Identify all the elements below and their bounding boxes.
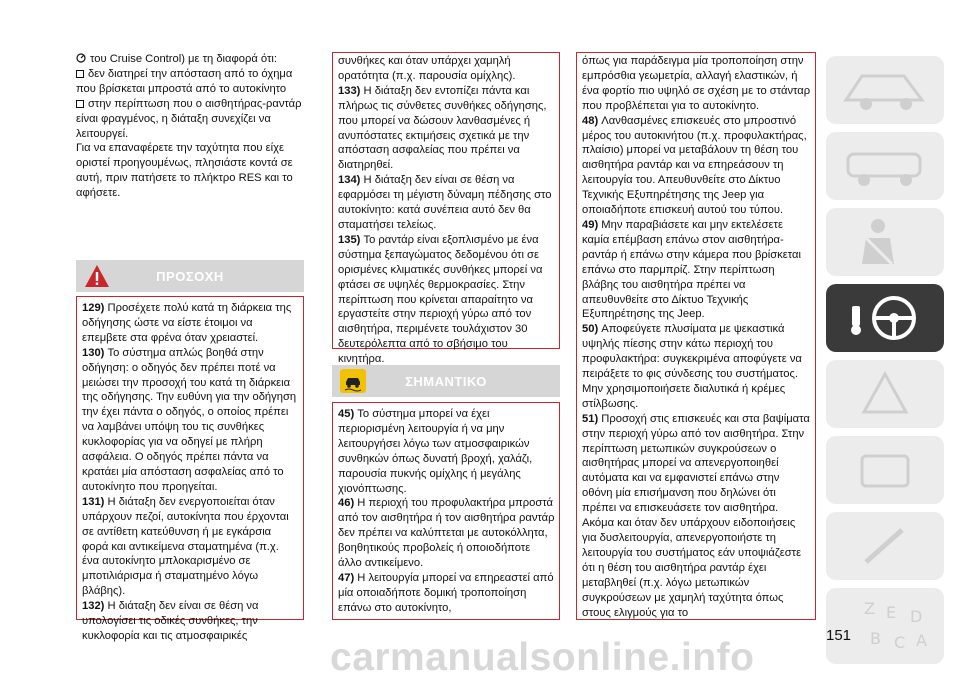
paragraph-intro: του Cruise Control) με τη διαφορά ότι: (76, 52, 302, 67)
tab-dashboard[interactable] (826, 56, 944, 124)
item-text: όπως για παράδειγμα μία τροποποίηση στην εμπρόσθια γεωμετρία, αλλαγή ελαστικών, ή ένα φορτίο πιο υψηλό σε σχέση με το στάνταρ που προβλέπεται για το αυτοκίνητο. (582, 55, 811, 112)
numbered-item (582, 54, 811, 114)
item-text: Η διάταξη δεν ενεργοποιείται όταν υπάρχουν πεζοί, αυτοκίνητα που έρχονται σε αντίθετη κατεύθυνση ή με εγκάρσια φορά και αντικείμενα σταματημένα (π.χ. ένα αυτοκίνητο μπλοκαρισμένο σε μποτιλιάρισμα ή σταματημένο λόγω βλάβης). (82, 495, 289, 598)
item-number: 129) (82, 302, 108, 314)
numbered-item (338, 84, 555, 173)
item-text: Λανθασμένες επισκευές στο μπροστινό μέρος του αυτοκινήτου (π.χ. προφυλακτήρας, πλαίσιο) μπορεί να μεταβάλουν τη θέση του αισθητήρα ραντάρ και να επηρεάσουν τη λειτουργία του. Απευθυνθείτε στο Δίκτυο Τεχνικής Εξυπηρέτησης της Jeep για οποιαδήποτε επισκευή αυτού του τύπου. (582, 114, 807, 217)
numbered-item (82, 301, 299, 346)
square-bullet-icon (76, 100, 84, 108)
tab-knowing-car[interactable] (826, 132, 944, 200)
bullet-item: δεν διατηρεί την απόσταση από το όχημα που βρίσκεται μπροστά από το αυτοκίνητο (76, 67, 293, 95)
caution-list-continued (338, 54, 555, 367)
tab-safety[interactable] (826, 208, 944, 276)
item-number: 45) (338, 408, 358, 420)
note-box (332, 402, 560, 620)
item-text: Το σύστημα απλώς βοηθά στην οδήγηση: ο οδηγός δεν πρέπει ποτέ να μειώσει την προσοχή του κατά τη διάρκεια της οδήγησης. Την ευθύνη για την οδήγηση την έχει πάντα ο οδηγός, ο οποίος πρέπει να λαμβάνει υπόψη του τις συνθήκες κυκλοφορίας για να οδηγεί με πλήρη ασφάλεια. Ο οδηγός πρέπει πάντα να κρατάει μία απόσταση ασφαλείας από το αυτοκίνητο που προηγείται. (82, 346, 297, 493)
item-text: Προσέχετε πολύ κατά τη διάρκεια της οδήγησης ώστε να είστε έτοιμοι να επεμβετε στα φρένα όταν χρειαστεί. (82, 302, 292, 344)
item-text: Αποφεύγετε πλυσίματα με ψεκαστικά υψηλής πίεσης στην κάτω περιοχή του προφυλακτήρα: συγκεκριμένα αποφύγετε να πειράξετε το φις σύνδεσης του συστήματος. Μην χρησιμοποιήσετε διαλυτικά ή κρέμες στίλβωσης. (582, 323, 802, 410)
note-list-continued (582, 54, 811, 620)
note-list (338, 407, 555, 616)
svg-text:B: B (870, 629, 881, 648)
numbered-item (338, 571, 555, 616)
square-bullet-icon (76, 70, 84, 78)
item-number: 131) (82, 495, 108, 508)
tab-warning-lights[interactable] (826, 360, 944, 428)
numbered-item (582, 114, 811, 218)
seatbelt-icon (826, 208, 944, 276)
item-text: Προσοχή στις επισκευές και στα βαψίματα στην περιοχή γύρω από τον αισθητήρα. Στην περίπτωση μετωπικών συγκρούσεων ο αισθητήρας μπορεί να απενεργοποιηθεί αυτόματα και να εμφανιστεί επάνω στην οθόνη μία επισήμανση που δηλώνει ότι πρέπει να επισκευάσετε τον αισθητήρα. Ακόμα και όταν δεν υπάρχουν ειδοποιήσεις για δυσλειτουργία, απενεργοποιήστε τη λειτουργία του συστήματος εάν υποψιάζεστε ότι η θέση του αισθητήρα ραντάρ έχει μεταβληθεί (π.χ. λόγω μετωπικών συγκρούσεων με χαμηλή ταχύτητα όπως στους ελιγμούς για το (582, 412, 810, 619)
item-number: 130) (82, 346, 108, 359)
numbered-item (338, 54, 555, 84)
caution-list (82, 301, 299, 644)
item-number: 48) (582, 114, 602, 127)
numbered-item (338, 407, 555, 496)
caution-box-2 (332, 52, 560, 366)
caution-box-1 (76, 296, 304, 642)
numbered-item (582, 218, 811, 322)
steering-wheel-key-icon (826, 284, 944, 352)
tab-starting-driving[interactable] (826, 284, 944, 352)
numbered-item (82, 346, 299, 495)
emergency-icon (826, 436, 944, 504)
item-text: Το ραντάρ είναι εξοπλισμένο με ένα σύστημα ξεπαγώματος δεδομένου ότι σε ορισμένες κλιματικές συνθήκες μπορεί να φτάσει σε υψηλές θερμοκρασίες. Στην περίπτωση που κρίνεται απαραίτητο να εργαστείτε στην περιοχή γύρω από τον αισθητήρα, περιμένετε τουλάχιστον 30 δευτερόλεπτα από το σβήσιμο του κινητήρα. (338, 233, 543, 366)
item-number: 133) (338, 84, 364, 97)
item-text: Η περιοχή του προφυλακτήρα μπροστά από τον αισθητήρα ή τον αισθητήρα ραντάρ δεν πρέπει να καλύπτεται με αυτοκόλλητα, βοηθητικούς προβολείς ή οποιοδήποτε άλλο αντικείμενο. (338, 497, 555, 570)
note-header (332, 365, 560, 397)
numbered-item (338, 496, 555, 571)
tab-servicing[interactable] (826, 512, 944, 580)
item-number: 50) (582, 323, 602, 336)
numbered-item (582, 322, 811, 411)
item-text: Μην παραβιάσετε και μην εκτελέσετε καμία επέμβαση επάνω στον αισθητήρα-ραντάρ ή επάνω στην κάμερα που βρίσκεται επάνω στο παρμπρίζ. Στην περίπτωση βλάβης του αισθητήρα πρέπει να απευθυνθείτε στο Δίκτυο Τεχνικής Εξυπηρέτησης της Jeep. (582, 218, 801, 321)
item-number: 51) (582, 412, 602, 425)
svg-text:E: E (886, 603, 897, 622)
numbered-item (82, 495, 299, 599)
page-number: 151 (826, 627, 852, 644)
svg-text:Z: Z (864, 599, 875, 618)
item-text: συνθήκες και όταν υπάρχει χαμηλή ορατότητα (π.χ. παρουσία ομίχλης). (338, 55, 516, 82)
column-1 (76, 52, 302, 201)
numbered-item (338, 173, 555, 233)
wrench-icon (826, 512, 944, 580)
item-text: Η διάταξη δεν είναι σε θέση να εφαρμόσει τη μέγιστη δύναμη πέδησης στο αυτοκίνητο: κατά συνέπεια αυτό δεν θα σταματήσει τελείως. (338, 174, 552, 231)
item-text: Το σύστημα μπορεί να έχει περιορισμένη λειτουργία ή να μην λειτουργήσει λόγω των ατμοσφαιρικών συνθηκών όπως δυνατή βροχή, χαλάζι, παρουσία πυκνής ομίχλης ή μεγάλης χιονόπτωσης. (338, 408, 533, 495)
caution-header (76, 260, 304, 292)
numbered-item (582, 412, 811, 621)
paragraph-reset: Για να επαναφέρετε την ταχύτητα που είχε οριστεί προηγουμένως, πλησιάστε κοντά σε αυτή, πριν πατήσετε το πλήκτρο RES και το αφήσετε. (76, 142, 293, 200)
car-dashboard-icon (826, 56, 944, 124)
note-box-continued (576, 52, 816, 620)
note-title: ΣΗΜΑΝΤΙΚΟ (405, 374, 487, 389)
item-text: Η λειτουργία μπορεί να επηρεαστεί από μία οποιαδήποτε δομική τροποποίηση επάνω στο αυτοκίνητο, (338, 571, 554, 614)
item-number: 134) (338, 174, 364, 187)
svg-text:A: A (916, 631, 927, 650)
warning-light-icon (826, 360, 944, 428)
item-text: Η διάταξη δεν είναι σε θέση να υπολογίσει τις οδικές συνθήκες, την κυκλοφορία και τις ατμοσφαιρικές (82, 600, 259, 642)
tab-emergency[interactable] (826, 436, 944, 504)
item-text: Η διάταξη δεν εντοπίζει πάντα και πλήρως τις σύνθετες συνθήκες οδήγησης, που μπορεί να δώσουν λανθασμένες ή ανυπόστατες εκτιμήσεις σχετικά με την απόσταση ασφαλείας που πρέπει να διατηρηθεί. (338, 84, 547, 172)
item-number: 47) (338, 571, 358, 584)
caution-title: ΠΡΟΣΟΧΗ (156, 269, 224, 284)
item-number: 132) (82, 600, 108, 613)
item-number: 49) (582, 218, 602, 231)
cruise-control-icon (76, 53, 86, 63)
svg-text:D: D (910, 607, 923, 626)
item-number: 135) (338, 233, 364, 246)
numbered-item (338, 233, 555, 367)
car-icon (826, 132, 944, 200)
svg-text:C: C (894, 633, 906, 652)
bullet-item: στην περίπτωση που ο αισθητήρας-ραντάρ είναι φραγμένος, η διάταξη συνεχίζει να λειτουργεί. (76, 97, 302, 140)
numbered-item (82, 599, 299, 644)
watermark: carmanualsonline.info (330, 636, 755, 679)
item-number: 46) (338, 497, 358, 510)
